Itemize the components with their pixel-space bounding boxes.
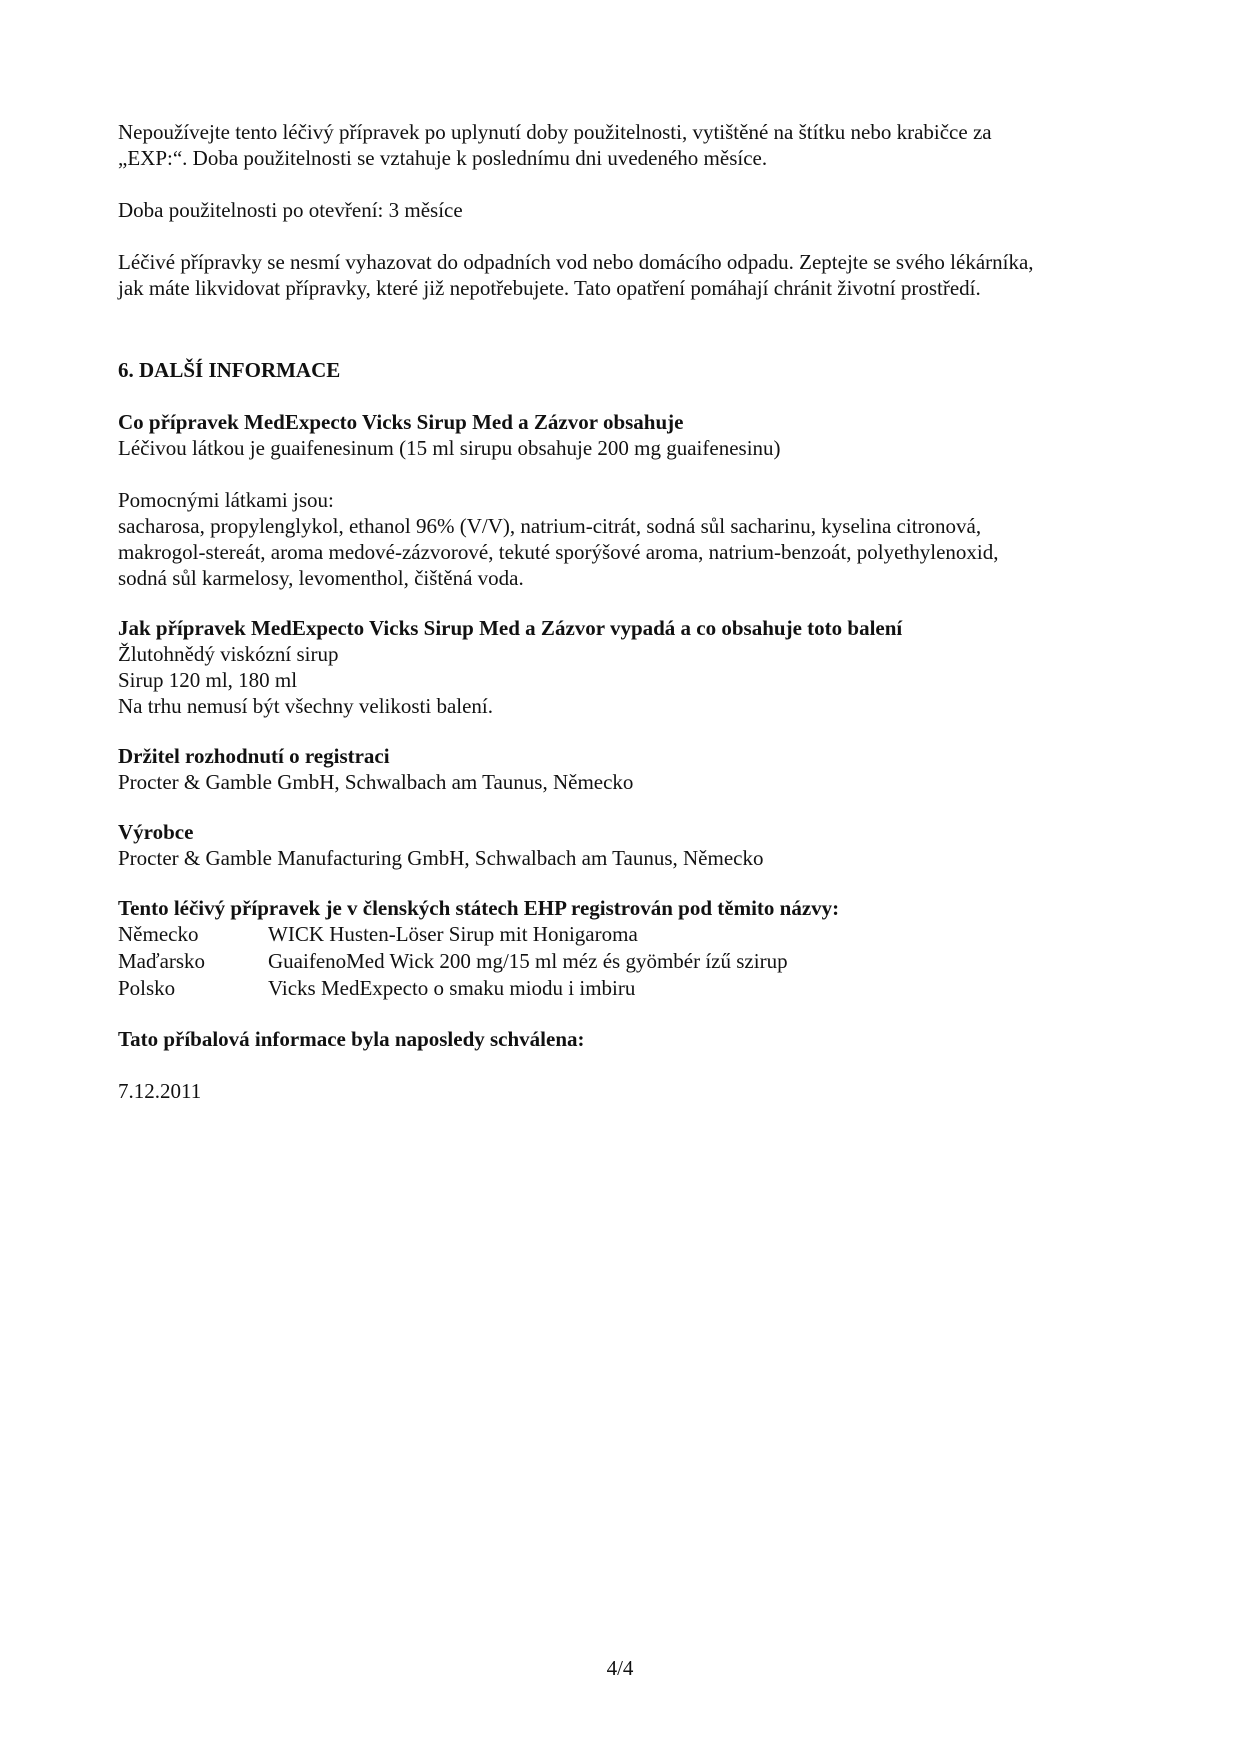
excipients-intro: Pomocnými látkami jsou: (118, 488, 334, 512)
manufacturer-heading: Výrobce (118, 820, 194, 844)
expiry-line: „EXP:“. Doba použitelnosti se vztahuje k poslednímu dni uvedeného měsíce. (118, 146, 768, 170)
holder-heading: Držitel rozhodnutí o registraci (118, 744, 390, 768)
holder-text: Procter & Gamble GmbH, Schwalbach am Taunus, Německo (118, 770, 634, 794)
contents-block (118, 409, 1148, 461)
eea-heading: Tento léčivý přípravek je v členských státech EHP registrován pod těmito názvy: (118, 896, 840, 920)
table-row (118, 948, 878, 975)
approval-date: 7.12.2011 (118, 1079, 202, 1103)
holder-block (118, 743, 1148, 795)
country-cell: Polsko (118, 976, 176, 1000)
country-cell: Německo (118, 922, 199, 946)
product-name-cell: WICK Husten-Löser Sirup mit Honigaroma (268, 922, 638, 946)
appearance-line: Sirup 120 ml, 180 ml (118, 668, 298, 692)
page-number: 4/4 (606, 1656, 634, 1680)
country-cell: Maďarsko (118, 949, 206, 973)
table-row (118, 975, 878, 1002)
manufacturer-text: Procter & Gamble Manufacturing GmbH, Schwalbach am Taunus, Německo (118, 846, 764, 870)
appearance-line: Na trhu nemusí být všechny velikosti balení. (118, 694, 494, 718)
appearance-line: Žlutohnědý viskózní sirup (118, 642, 339, 666)
contents-heading: Co přípravek MedExpecto Vicks Sirup Med a Zázvor obsahuje (118, 410, 684, 434)
page-content (118, 119, 1148, 1104)
active-substance-text: Léčivou látkou je guaifenesinum (15 ml sirupu obsahuje 200 mg guaifenesinu) (118, 436, 781, 460)
excipients-line: makrogol-stereát, aroma medové-zázvorové, tekuté sporýšové aroma, natrium-benzoát, polyethylenoxid, (118, 540, 999, 564)
product-name-cell: Vicks MedExpecto o smaku miodu i imbiru (268, 976, 636, 1000)
appearance-block (118, 615, 1148, 719)
appearance-heading: Jak přípravek MedExpecto Vicks Sirup Med a Zázvor vypadá a co obsahuje toto balení (118, 616, 903, 640)
excipients-line: sodná sůl karmelosy, levomenthol, čištěná voda. (118, 566, 524, 590)
product-name-cell: GuaifenoMed Wick 200 mg/15 ml méz és gyömbér ízű szirup (268, 949, 788, 973)
section-6-title: 6. DALŠÍ INFORMACE (118, 358, 341, 382)
approval-heading: Tato příbalová informace byla naposledy schválena: (118, 1027, 585, 1051)
manufacturer-block (118, 819, 1148, 871)
expiry-paragraph (118, 119, 1148, 171)
eea-names-table (118, 921, 878, 1002)
disposal-paragraph (118, 249, 1148, 301)
excipients-line: sacharosa, propylenglykol, ethanol 96% (V/V), natrium-citrát, sodná sůl sacharinu, kyselina citronová, (118, 514, 982, 538)
disposal-line: Léčivé přípravky se nesmí vyhazovat do odpadních vod nebo domácího odpadu. Zeptejte se svého lékárníka, (118, 250, 1034, 274)
disposal-line: jak máte likvidovat přípravky, které již nepotřebujete. Tato opatření pomáhají chránit životní prostředí. (118, 276, 981, 300)
shelf-life-text: Doba použitelnosti po otevření: 3 měsíce (118, 198, 463, 222)
eea-block (118, 895, 1148, 1002)
table-row (118, 921, 878, 948)
excipients-block (118, 487, 1148, 591)
expiry-line: Nepoužívejte tento léčivý přípravek po uplynutí doby použitelnosti, vytištěné na štítku nebo krabičce za (118, 120, 992, 144)
